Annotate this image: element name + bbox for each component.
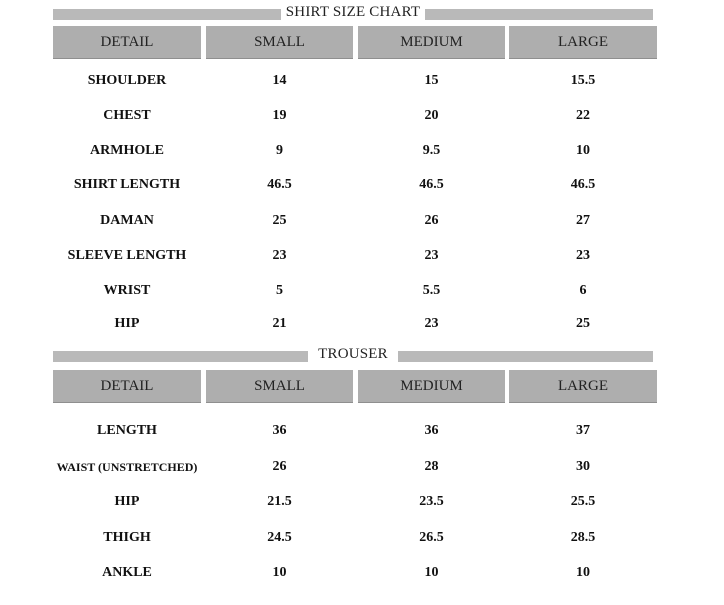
table-row bbox=[53, 245, 657, 267]
header-detail: DETAIL bbox=[53, 26, 201, 59]
medium-cell: 15 bbox=[424, 73, 439, 88]
detail-cell: LENGTH bbox=[97, 423, 157, 438]
medium-cell: 46.5 bbox=[419, 177, 444, 192]
large-cell: 10 bbox=[576, 143, 590, 158]
large-cell: 37 bbox=[576, 423, 590, 438]
small-cell: 21 bbox=[272, 316, 287, 331]
detail-cell: HIP bbox=[114, 316, 140, 331]
medium-cell: 23.5 bbox=[419, 494, 444, 509]
header-medium: MEDIUM bbox=[358, 370, 505, 403]
detail-cell: WAIST (UNSTRETCHED) bbox=[56, 460, 198, 474]
table-row bbox=[53, 174, 657, 196]
table-row bbox=[53, 280, 657, 302]
detail-cell: CHEST bbox=[103, 108, 151, 123]
medium-cell: 20 bbox=[424, 108, 439, 123]
medium-cell: 10 bbox=[424, 565, 439, 580]
trouser-section-bar bbox=[53, 346, 653, 363]
detail-cell: ANKLE bbox=[102, 565, 152, 580]
header-medium: MEDIUM bbox=[358, 26, 505, 59]
large-cell: 30 bbox=[576, 459, 590, 474]
table-row bbox=[53, 210, 657, 232]
table-row bbox=[53, 313, 657, 335]
small-cell: 5 bbox=[276, 283, 283, 298]
small-cell: 46.5 bbox=[267, 177, 292, 192]
medium-cell: 36 bbox=[424, 423, 439, 438]
detail-cell: WRIST bbox=[103, 283, 151, 298]
detail-cell: HIP bbox=[114, 494, 140, 509]
detail-cell: ARMHOLE bbox=[90, 143, 164, 158]
header-detail: DETAIL bbox=[53, 370, 201, 403]
table-row bbox=[53, 527, 657, 549]
large-cell: 10 bbox=[576, 565, 590, 580]
detail-cell: DAMAN bbox=[100, 213, 154, 228]
small-cell: 23 bbox=[272, 248, 287, 263]
shirt-section-title: SHIRT SIZE CHART bbox=[283, 4, 423, 20]
medium-cell: 23 bbox=[424, 316, 439, 331]
table-row bbox=[53, 70, 657, 92]
header-large: LARGE bbox=[509, 26, 657, 59]
table-row bbox=[53, 140, 657, 162]
small-cell: 26 bbox=[272, 459, 287, 474]
detail-cell: THIGH bbox=[103, 530, 151, 545]
large-cell: 27 bbox=[576, 213, 590, 228]
trouser-table-header bbox=[53, 370, 657, 402]
small-cell: 25 bbox=[272, 213, 287, 228]
table-row bbox=[53, 456, 657, 478]
medium-cell: 9.5 bbox=[422, 143, 441, 158]
small-cell: 14 bbox=[272, 73, 287, 88]
header-small: SMALL bbox=[206, 26, 353, 59]
large-cell: 15.5 bbox=[570, 73, 596, 88]
medium-cell: 5.5 bbox=[422, 283, 441, 298]
small-cell: 24.5 bbox=[267, 530, 292, 545]
trouser-section-title: TROUSER bbox=[315, 346, 391, 362]
large-cell: 25.5 bbox=[570, 494, 596, 509]
detail-cell: SHOULDER bbox=[87, 73, 167, 88]
large-cell: 22 bbox=[576, 108, 590, 123]
table-row bbox=[53, 105, 657, 127]
header-large: LARGE bbox=[509, 370, 657, 403]
detail-cell: SHIRT LENGTH bbox=[73, 177, 181, 192]
large-cell: 23 bbox=[576, 248, 590, 263]
table-row bbox=[53, 491, 657, 513]
shirt-section-bar bbox=[53, 4, 653, 21]
medium-cell: 26 bbox=[424, 213, 439, 228]
header-small: SMALL bbox=[206, 370, 353, 403]
small-cell: 10 bbox=[272, 565, 287, 580]
large-cell: 25 bbox=[576, 316, 590, 331]
large-cell: 46.5 bbox=[570, 177, 596, 192]
small-cell: 36 bbox=[272, 423, 287, 438]
small-cell: 21.5 bbox=[267, 494, 292, 509]
small-cell: 9 bbox=[276, 143, 283, 158]
large-cell: 28.5 bbox=[570, 530, 596, 545]
table-row bbox=[53, 420, 657, 442]
table-row bbox=[53, 562, 657, 584]
medium-cell: 23 bbox=[424, 248, 439, 263]
shirt-table-header bbox=[53, 26, 657, 58]
large-cell: 6 bbox=[579, 283, 587, 298]
detail-cell: SLEEVE LENGTH bbox=[67, 248, 187, 263]
medium-cell: 28 bbox=[424, 459, 439, 474]
medium-cell: 26.5 bbox=[419, 530, 444, 545]
small-cell: 19 bbox=[272, 108, 287, 123]
